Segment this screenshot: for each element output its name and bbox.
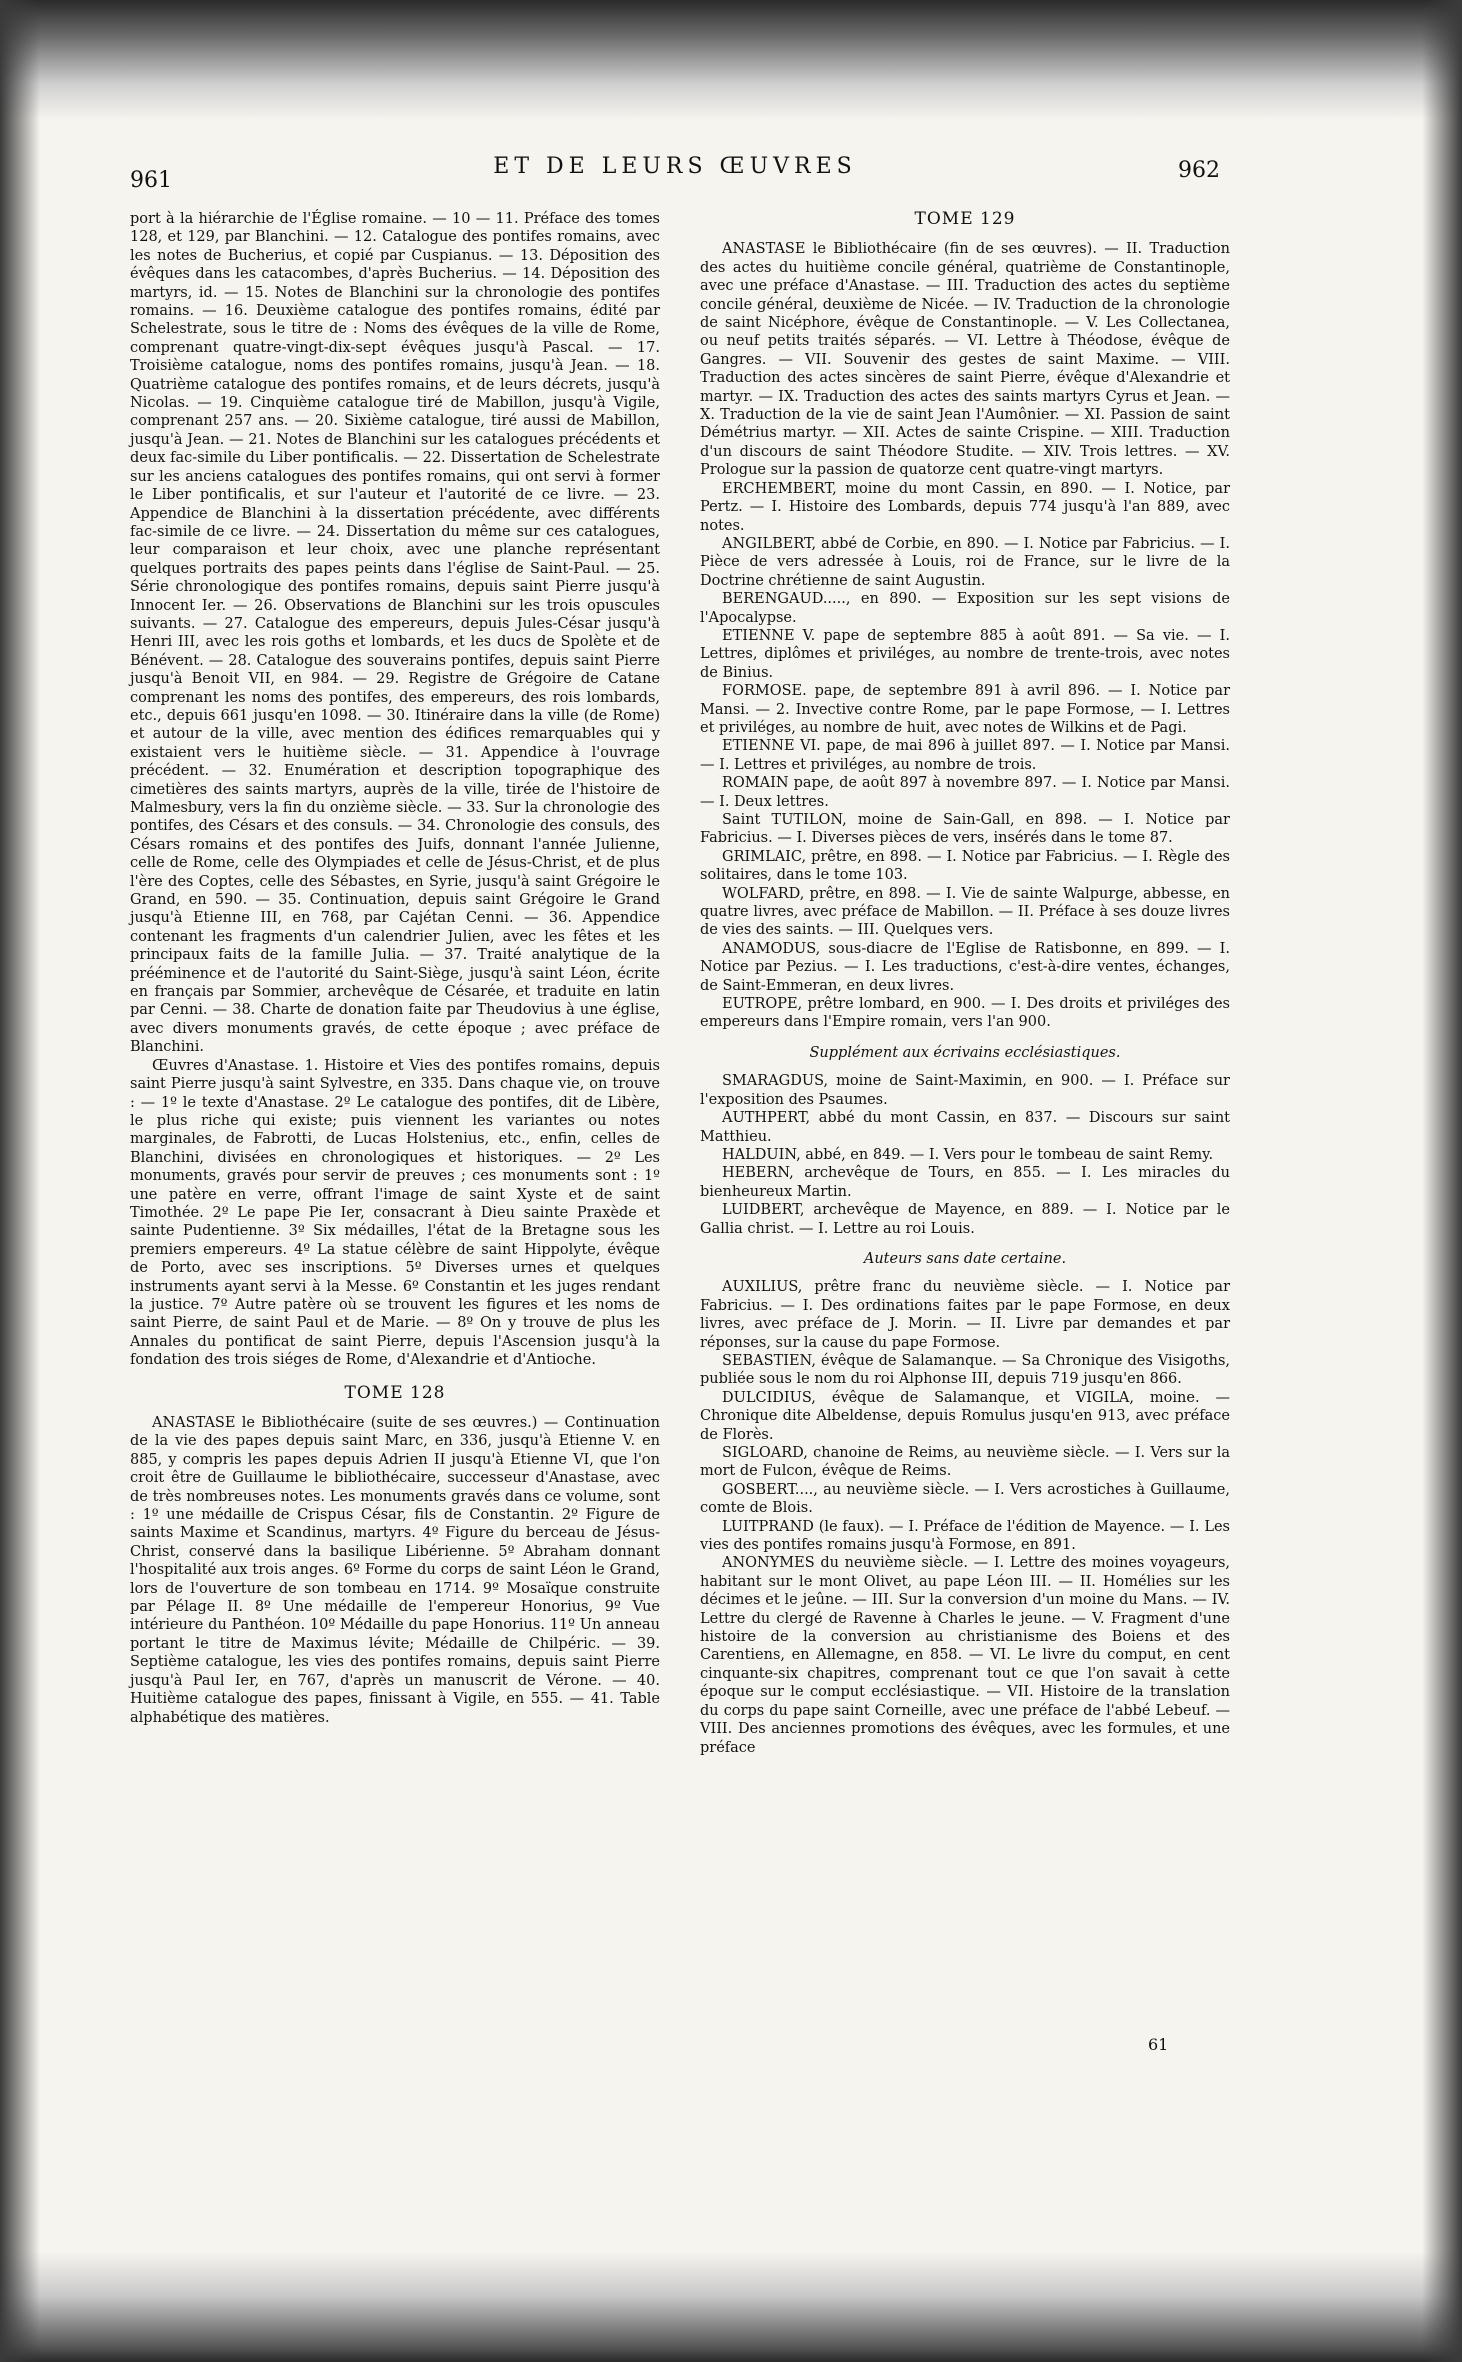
entry: DULCIDIUS, évêque de Salamanque, et VIGILA, moine. — Chronique dite Albeldense, depuis Romulus jusqu'en 913, avec préface de Florès. — [700, 1389, 1230, 1443]
entry: FORMOSE. pape, de septembre 891 à avril 896. — I. Notice par Mansi. — 2. Invective contre Rome, par le pape Formose, — I. Lettres et priviléges, au nombre de huit, avec notes de Wilkins et de Pagi. — [700, 683, 1230, 736]
entry: ANAMODUS, sous-diacre de l'Eglise de Ratisbonne, en 899. — I. Notice par Pezius. — I. Les traductions, c'est-à-dire ventes, échanges, de Saint-Emmeran, en deux livres. — [700, 940, 1230, 994]
paragraph: ANASTASE le Bibliothécaire (suite de ses œuvres.) — Continuation de la vie des papes depuis saint Marc, en 336, jusqu'à Etienne V. en 885, y compris les papes depuis Adrien II jusqu'à Etienne VI, que l'on croit être de Guillaume le bibliothécaire, successeur d'Anastase, avec de très nombreuses notes. Les monuments gravés dans ce volume, sont : 1º une médaille de Crispus César, fils de Constantin. 2º Figure de saints Maxime et Scandinus, martyrs. 4º Figure du berceau de Jésus-Christ, conservé dans la basilique Libérienne. 5º Abraham donnant l'hospitalité aux trois anges. 6º Forme du corps de saint Léon le Grand, lors de l'ouverture de son tombeau en 1714. 9º Mosaïque construite par Pélage II. 8º Une médaille de l'empereur Honorius, 9º Vue intérieure du Panthéon. 10º Médaille du pape Honorius. 11º Un anneau portant le titre de Maximus lévite; Médaille de Chilpéric. — 39. Septième catalogue, les vies des pontifes romains, depuis saint Pierre jusqu'à Paul Ier, en 767, d'après un manuscrit de Vérone. — 40. Huitième catalogue des papes, finissant à Vigile, en 555. — 41. Table alphabétique des matières. — [130, 1415, 660, 1726]
entry: LUITPRAND (le faux). — I. Préface de l'édition de Mayence. — I. Les vies des pontifes romains jusqu'à Formose, en 891. — [700, 1518, 1230, 1554]
entry: ETIENNE V. pape de septembre 885 à août 891. — Sa vie. — I. Lettres, diplômes et priviléges, au nombre de trente-trois, avec notes de Binius. — [700, 627, 1230, 681]
entry: LUIDBERT, archevêque de Mayence, en 889. — I. Notice par le Gallia christ. — I. Lettre au roi Louis. — [700, 1202, 1230, 1237]
scan-edge-right — [1422, 0, 1462, 2362]
entry: ROMAIN pape, de août 897 à novembre 897. — I. Notice par Mansi. — I. Deux lettres. — [700, 775, 1230, 810]
entry: ETIENNE VI. pape, de mai 896 à juillet 897. — I. Notice par Mansi. — I. Lettres et priviléges, au nombre de trois. — [700, 738, 1230, 773]
entry: ANONYMES du neuvième siècle. — I. Lettre des moines voyageurs, habitant sur le mont Olivet, au pape Léon III. — II. Homélies sur les décimes et le jeûne. — III. Sur la conversion d'un moine du Mans. — IV. Lettre du clergé de Ravenne à Charles le jeune. — V. Fragment d'une histoire de la conversion au christianisme des Boiens et des Carentiens, en Allemagne, en 858. — VI. Le livre du comput, en cent cinquante-six chapitres, comprenant tout ce que l'on savait à cette époque sur le comput ecclésiastique. — VII. Histoire de la translation du corps du pape saint Corneille, avec une préface de l'abbé Lebeuf. — VIII. Des anciennes promotions des évêques, avec les formules, et une préface — [700, 1555, 1230, 1756]
entry: GRIMLAIC, prêtre, en 898. — I. Notice par Fabricius. — I. Règle des solitaires, dans le tome 103. — [700, 848, 1230, 884]
entry: WOLFARD, prêtre, en 898. — I. Vie de sainte Walpurge, abbesse, en quatre livres, avec préface de Mabillon. — II. Préface à ses douze livres de vies des saints. — III. Quelques vers. — [700, 885, 1230, 939]
entry: SEBASTIEN, évêque de Salamanque. — Sa Chronique des Visigoths, publiée sous le nom du roi Alphonse III, depuis 719 jusqu'en 866. — [700, 1352, 1230, 1388]
entry: BERENGAUD....., en 890. — Exposition sur les sept visions de l'Apocalypse. — [700, 591, 1230, 626]
paragraph: port à la hiérarchie de l'Église romaine. — 10 — 11. Préface des tomes 128, et 129, par Blanchini. — 12. Catalogue des pontifes romains, avec les notes de Bucherius, et copié par Cuspianus. — 13. Déposition des évêques dans les catacombes, d'après Bucherius. — 14. Déposition des martyrs, id. — 15. Notes de Blanchini sur la chronologie des pontifes romains. — 16. Deuxième catalogue des pontifes romains, édité par Schelestrate, sous le titre de : Noms des évêques de la ville de Rome, comprenant quatre-vingt-dix-sept évêques jusqu'à Pascal. — 17. Troisième catalogue, noms des pontifes romains, jusqu'à Jean. — 18. Quatrième catalogue des pontifes romains, et de leurs décrets, jusqu'à Nicolas. — 19. Cinquième catalogue tiré de Mabillon, jusqu'à Vigile, comprenant 257 ans. — 20. Sixième catalogue, tiré aussi de Mabillon, jusqu'à Jean. — 21. Notes de Blanchini sur les catalogues précédents et deux fac-simile du Liber pontificalis. — 22. Dissertation de Schelestrate sur les anciens catalogues des pontifes romains, qui ont servi à former le Liber pontificalis, et sur l'auteur et l'autorité de ce livre. — 23. Appendice de Blanchini à la dissertation précédente, avec différents fac-simile de ce livre. — 24. Dissertation du même sur ces catalogues, leur comparaison et leur choix, avec une planche représentant quelques portraits des papes peints dans l'église de Saint-Paul. — 25. Série chronologique des pontifes romains, depuis saint Pierre jusqu'à Innocent Ier. — 26. Observations de Blanchini sur les trois opuscules suivants. — 27. Catalogue des empereurs, depuis Jules-César jusqu'à Henri III, avec les rois goths et lombards, et les ducs de Spolète et de Bénévent. — 28. Catalogue des souverains pontifes, depuis saint Pierre jusqu'à Benoit VII, en 984. — 29. Registre de Grégoire de Catane comprenant les noms des pontifes, des empereurs, des rois lombards, etc., depuis 661 jusqu'en 1098. — 30. Itinéraire dans la ville (de Rome) et autour de la ville, avec mention des édifices remarquables qui y existaient vers le huitième siècle. — 31. Appendice à l'ouvrage précédent. — 32. Enumération et description topographique des cimetières des saints martyrs, auprès de la ville, tirée de l'histoire de Malmesbury, vers la fin du onzième siècle. — 33. Sur la chronologie des pontifes, des Césars et des consuls. — 34. Chronologie des consuls, des Césars romains et des pontifes des Juifs, donnant l'année Julienne, celle de Rome, celle des Olympiades et celle de Jésus-Christ, et de plus l'ère des Coptes, celle des Sébastes, en Syrie, jusqu'à saint Grégoire le Grand, en 590. — 35. Continuation, depuis saint Grégoire le Grand jusqu'à Etienne III, en 768, par Cajétan Cenni. — 36. Appendice contenant les fragments d'un calendrier Julien, avec les fêtes et les principaux faits de la famille Julia. — 37. Traité analytique de la prééminence et de l'autorité du Saint-Siège, jusqu'à saint Léon, écrite en français par Sommier, archevêque de Césarée, et traduite en latin par Cenni. — 38. Charte de donation faite par Theudovius à une église, avec divers monuments gravés, de cette époque ; avec préface de Blanchini. — [130, 211, 660, 1056]
entry: ERCHEMBERT, moine du mont Cassin, en 890. — I. Notice, par Pertz. — I. Histoire des Lombards, depuis 774 jusqu'à l'an 889, avec notes. — [700, 480, 1230, 534]
section-heading: TOME 128 — [344, 1382, 446, 1403]
scan-edge-top — [0, 0, 1462, 120]
entry: ANGILBERT, abbé de Corbie, en 890. — I. Notice par Fabricius. — I. Pièce de vers adressée à Louis, roi de France, sur le livre de la Doctrine chrétienne de saint Augustin. — [700, 535, 1230, 589]
page-header — [130, 150, 1220, 194]
subsection-heading: Auteurs sans date certaine. — [863, 1250, 1067, 1267]
right-column — [700, 210, 1230, 1757]
entry: AUTHPERT, abbé du mont Cassin, en 837. — Discours sur saint Matthieu. — [700, 1110, 1230, 1145]
paragraph: Œuvres d'Anastase. 1. Histoire et Vies des pontifes romains, depuis saint Pierre jusqu'à saint Sylvestre, en 335. Dans chaque vie, on trouve : — 1º le texte d'Anastase. 2º Le catalogue des pontifes, dit de Libère, le plus riche qui existe; puis viennent les variantes ou notes marginales, de Fabrotti, de Lucas Holstenius, etc., enfin, celles de Blanchini, divisées en chronologiques et historiques. — 2º Les monuments, gravés pour servir de preuves ; ces monuments sont : 1º une patère en verre, offrant l'image de saint Xyste et de saint Timothée. 2º Le pape Pie Ier, consacrant à Dieu sainte Praxède et sainte Pudentienne. 3º Six médailles, l'état de la Bretagne sous les premiers empereurs. 4º La statue célèbre de saint Hippolyte, évêque de Porto, avec ses inscriptions. 5º Diverses urnes et quelques instruments ayant servi à la Messe. 6º Constantin et les juges rendant la justice. 7º Autre patère où se trouvent les figures et les noms de saint Pierre, de saint Paul et de Marie. — 8º On y trouve de plus les Annales du pontificat de saint Pierre, depuis l'Ascension jusqu'à la fondation des trois siéges de Rome, d'Alexandrie et d'Antioche. — [130, 1057, 660, 1369]
entry: Saint TUTILON, moine de Sain-Gall, en 898. — I. Notice par Fabricius. — I. Diverses pièces de vers, insérés dans le tome 87. — [700, 812, 1230, 847]
scan-edge-bottom — [0, 2252, 1462, 2362]
entry: SIGLOARD, chanoine de Reims, au neuvième siècle. — I. Vers sur la mort de Fulcon, évêque de Reims. — [700, 1445, 1230, 1480]
page-number-left: 961 — [130, 168, 172, 193]
entry: AUXILIUS, prêtre franc du neuvième siècle. — I. Notice par Fabricius. — I. Des ordinations faites par le pape Formose, en deux livres, avec préface de J. Morin. — II. Livre par demandes et par réponses, sur la cause du pape Formose. — [700, 1279, 1230, 1351]
scan-edge-left — [0, 0, 40, 2362]
left-column — [130, 210, 660, 1727]
running-title: ET DE LEURS ŒUVRES — [493, 154, 857, 179]
entry: ANASTASE le Bibliothécaire (fin de ses œuvres). — II. Traduction des actes du huitième concile général, quatrième de Constantinople, avec une préface d'Anastase. — III. Traduction des actes du septième concile général, deuxième de Nicée. — IV. Traduction de la chronologie de saint Nicéphore, évêque de Constantinople. — V. Les Collectanea, ou neuf petits traités séparés. — VI. Lettre à Théodose, évêque de Gangres. — VII. Souvenir des gestes de saint Maxime. — VIII. Traduction des actes sincères de saint Pierre, évêque d'Alexandrie et martyr. — IX. Traduction des actes des saints martyrs Cyrus et Jean. — X. Traduction de la vie de saint Jean l'Aumônier. — XI. Passion de saint Démétrius martyr. — XII. Actes de sainte Crispine. — XIII. Traduction d'un discours de saint Théodore Studite. — XIV. Trois lettres. — XV. Prologue sur la passion de quatorze cent quatre-vingt martyrs. — [700, 241, 1230, 479]
entry: HALDUIN, abbé, en 849. — I. Vers pour le tombeau de saint Remy. — [722, 1146, 1214, 1163]
entry: GOSBERT...., au neuvième siècle. — I. Vers acrostiches à Guillaume, comte de Blois. — [700, 1481, 1230, 1517]
signature-mark: 61 — [1148, 2035, 1169, 2054]
page-number-right: 962 — [1178, 158, 1220, 183]
entry: HEBERN, archevêque de Tours, en 855. — I. Les miracles du bienheureux Martin. — [700, 1165, 1230, 1200]
entry: SMARAGDUS, moine de Saint-Maximin, en 900. — I. Préface sur l'exposition des Psaumes. — [700, 1073, 1230, 1108]
subsection-heading: Supplément aux écrivains ecclésiastiques. — [809, 1044, 1121, 1061]
section-heading: TOME 129 — [914, 209, 1016, 229]
entry: EUTROPE, prêtre lombard, en 900. — I. Des droits et priviléges des empereurs dans l'Empire romain, vers l'an 900. — [700, 996, 1230, 1031]
